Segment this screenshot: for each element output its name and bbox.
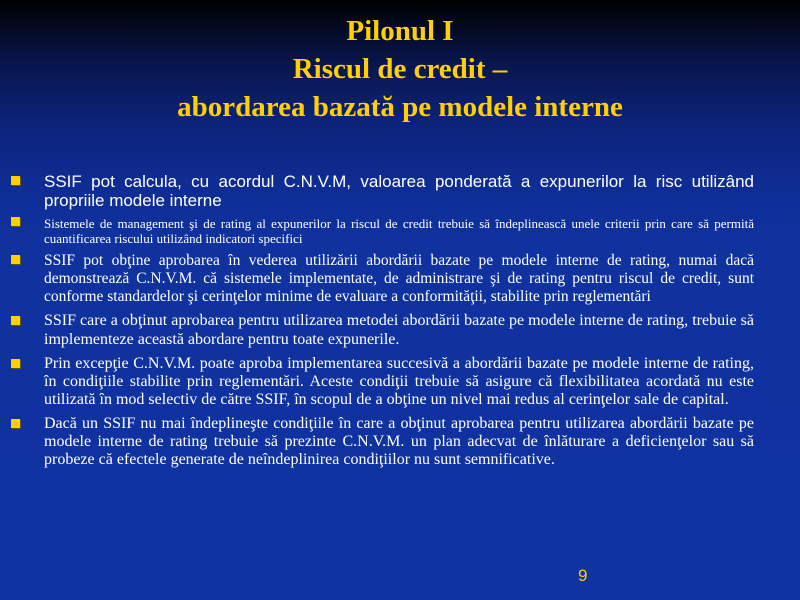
bullet-list	[44, 172, 754, 475]
bullet-text: SSIF care a obţinut aprobarea pentru utilizarea metodei abordării bazate pe modele interne de rating, trebuie să implementeze această abordare pentru toate expunerile.	[44, 312, 754, 348]
bullet-item	[44, 252, 754, 306]
title-line-3: abordarea bazată pe modele interne	[177, 91, 623, 123]
slide-title	[0, 12, 800, 126]
square-bullet-icon	[11, 316, 20, 325]
page-number: 9	[578, 566, 588, 585]
bullet-item	[44, 312, 754, 349]
bullet-item	[44, 172, 754, 210]
bullet-text: Sistemele de management şi de rating al expunerilor la riscul de credit trebuie să îndeplinească unele criterii prin care să permită cuantificarea riscului utilizând indicatori specifici	[44, 216, 754, 246]
bullet-item	[44, 415, 754, 469]
bullet-text: SSIF pot obţine aprobarea în vederea utilizării abordării bazate pe modele interne de rating, numai dacă demonstrează C.N.V.M. că sistemele implementate, de administrare şi de rating pentru riscul de credit, sunt conforme standardelor şi cerinţelor minime de evaluare a conformităţii, stabilite prin reglementări	[44, 252, 754, 305]
square-bullet-icon	[11, 359, 20, 368]
bullet-item	[44, 216, 754, 246]
square-bullet-icon	[11, 419, 20, 428]
bullet-item	[44, 355, 754, 409]
title-line-2: Riscul de credit –	[292, 53, 508, 85]
bullet-text: Prin excepţie C.N.V.M. poate aproba implementarea succesivă a abordării bazate pe modele interne de rating, în condiţiile stabilite prin reglementări. Aceste condiţii trebuie să asigure că flexibilitatea acordată nu este utilizată în mod selectiv de către SSIF, în scopul de a obţine un nivel mai redus al cerinţelor sale de capital.	[44, 355, 754, 408]
bullet-text: Dacă un SSIF nu mai îndeplineşte condiţiile în care a obţinut aprobarea pentru utilizarea abordării bazate pe modele interne de rating trebuie să prezinte C.N.V.M. un plan adecvat de înlăturare a deficienţelor sau să probeze că efectele generate de neîndeplinirea condiţiilor nu sunt semnificative.	[44, 415, 754, 468]
square-bullet-icon	[11, 217, 20, 226]
square-bullet-icon	[11, 176, 20, 185]
square-bullet-icon	[11, 255, 20, 264]
title-line-1: Pilonul I	[346, 15, 454, 47]
bullet-text: SSIF pot calcula, cu acordul C.N.V.M, valoarea ponderată a expunerilor la risc utilizând propriile modele interne	[44, 172, 754, 210]
